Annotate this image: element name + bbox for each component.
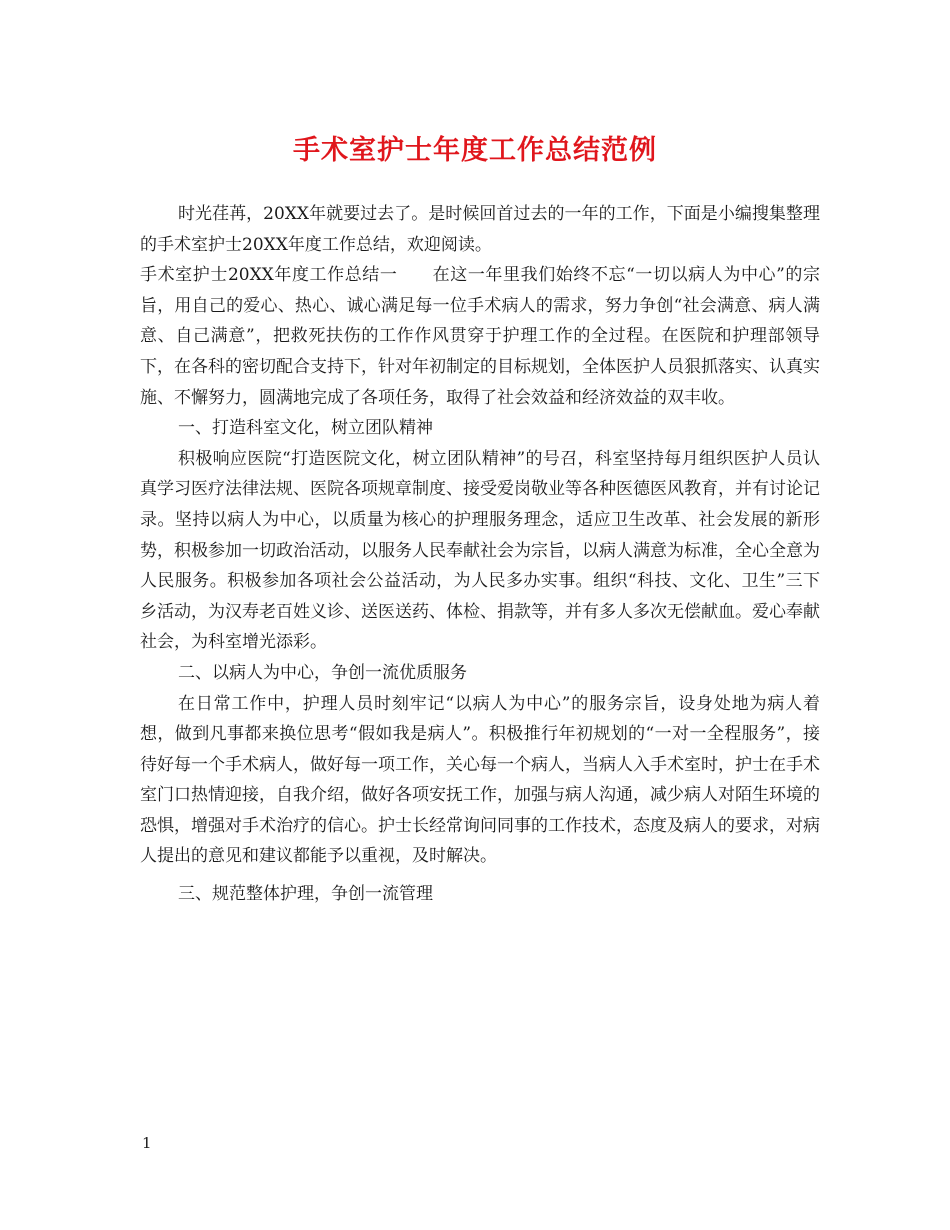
section-body-service: 在日常工作中，护理人员时刻牢记“以病人为中心”的服务宗旨，设身处地为病人着想，做到凡事都来换位思考“假如我是病人”。积极推行年初规划的“一对一全程服务”，接待好每一个手术病人，做好每一项工作，关心每一个病人，当病人入手术室时，护士在手术室门口热情迎接，自我介绍，做好各项安抚工作，加强与病人沟通，减少病人对陌生环境的恐惧，增强对手术治疗的信心。护士长经常询问同事的工作技术，态度及病人的要求，对病人提出的意见和建议都能予以重视，及时解决。 — [140, 693, 820, 867]
document-title: 手术室护士年度工作总结范例 — [293, 135, 657, 166]
section-heading-service: 二、以病人为中心，争创一流优质服务 — [178, 662, 467, 683]
section-body-culture: 积极响应医院“打造医院文化，树立团队精神”的号召，科室坚持每月组织医护人员认真学习医疗法律法规、医院各项规章制度、接受爱岗敬业等各种医德医风教育，并有讨论记录。坚持以病人为中心，以质量为核心的护理服务理念，适应卫生改革、社会发展的新形势，积极参加一切政治活动，以服务人民奉献社会为宗旨，以病人满意为标准，全心全意为人民服务。积极参加各项社会公益活动，为人民多办实事。组织“科技、文化、卫生”三下乡活动，为汉寿老百姓义诊、送医送药、体检、捐款等，并有多人多次无偿献血。爱心奉献社会，为科室增光添彩。 — [140, 448, 820, 653]
page-number: 1 — [142, 1134, 152, 1152]
intro-paragraph: 时光荏苒，20XX年就要过去了。是时候回首过去的一年的工作，下面是小编搜集整理的手术室护士20XX年度工作总结，欢迎阅读。 — [140, 204, 820, 255]
section-heading-culture: 一、打造科室文化，树立团队精神 — [178, 418, 433, 439]
document-body — [140, 199, 820, 910]
summary-one-paragraph: 手术室护士20XX年度工作总结一 在这一年里我们始终不忘“一切以病人为中心”的宗旨，用自己的爱心、热心、诚心满足每一位手术病人的需求，努力争创“社会满意、病人满意、自己满意”，把救死扶伤的工作作风贯穿于护理工作的全过程。在医院和护理部领导下，在各科的密切配合支持下，针对年初制定的目标规划，全体医护人员狠抓落实、认真实施、不懈努力，圆满地完成了各项任务，取得了社会效益和经济效益的双丰收。 — [140, 265, 820, 408]
section-heading-management: 三、规范整体护理，争创一流管理 — [178, 884, 433, 905]
